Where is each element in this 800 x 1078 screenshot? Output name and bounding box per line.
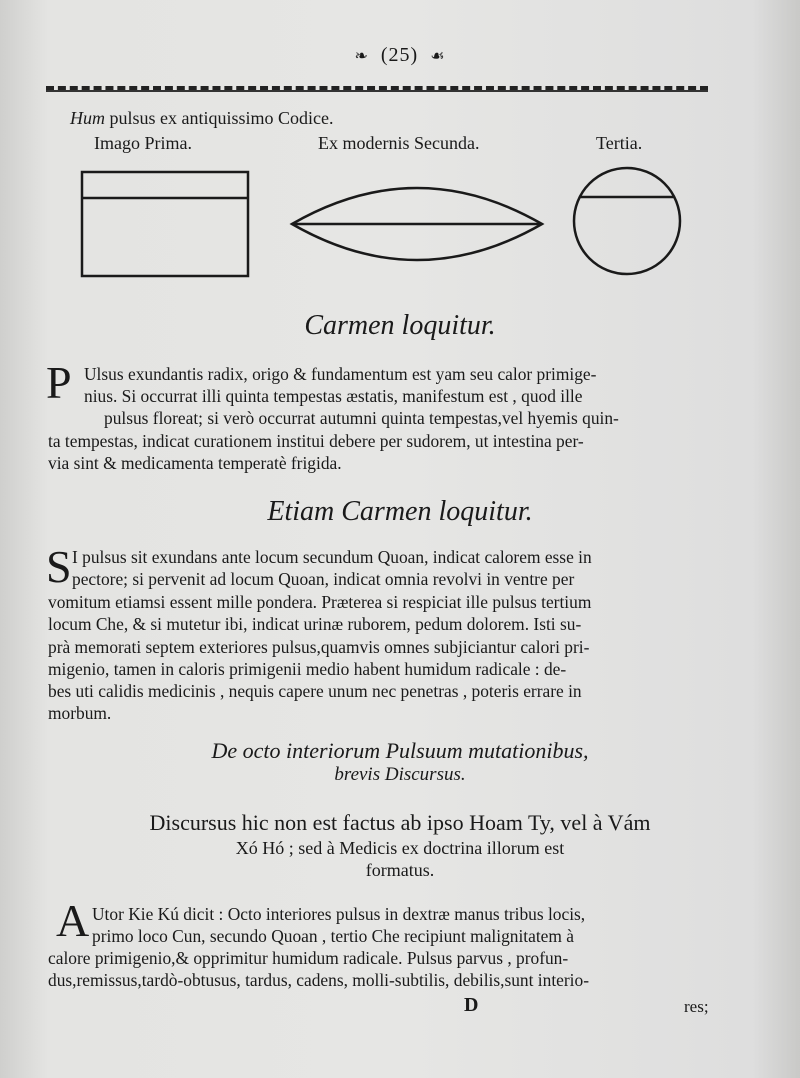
drop-cap-s: S [46,541,72,592]
text-line: locum Che, & si mutetur ibi, indicat urinæ ruborem, pedum dolorem. Isti su- [48,614,582,635]
figure-circle [568,164,686,278]
right-ornament-icon: ☙ [430,48,446,65]
section-title-etiam: Etiam Carmen loquitur. [267,496,533,527]
section-title-de-octo: De octo interiorum Pulsuum mutationibus, [211,738,589,763]
left-ornament-icon: ❧ [354,48,369,65]
paragraph-carmen [84,363,714,408]
text-line: bes uti calidis medicinis , nequis capere unum nec penetras , poteris errare in [48,681,582,702]
signature-mark: D [464,994,479,1016]
text-line: I pulsus sit exundans ante locum secundum Quoan, indicat calorem esse in [72,547,592,567]
section-subtitle-discursus: brevis Discursus. [334,764,466,785]
figure-label-1: Imago Prima. [94,133,192,153]
discursus-line-3: formatus. [365,860,435,880]
paragraph-autor [92,903,714,948]
discursus-line-1: Discursus hic non est factus ab ipso Hoam Ty, vel à Vám [149,810,651,835]
figure-label-3: Tertia. [596,133,643,153]
figure-caption [70,108,334,129]
text-line: Ulsus exundantis radix, origo & fundamentum est yam seu calor primige- [84,364,597,384]
drop-cap-a: A [56,895,90,946]
text-line: dus,remissus,tardò-obtusus, tardus, cadens, molli-subtilis, debilis,sunt interio- [48,970,589,991]
text-line: prà memorati septem exteriores pulsus,quamvis omnes subjiciantur calori pri- [48,636,590,657]
figure-label-2: Ex modernis Secunda. [318,133,480,153]
text-line: pectore; si pervenit ad locum Quoan, indicat omnia revolvi in ventre per [72,569,575,590]
text-line: via sint & medicamenta temperatè frigida. [48,453,342,474]
text-line: migenio, tamen in caloris primigenii medio habent humidum radicale : de- [48,658,567,679]
paragraph-etiam-cont [48,591,716,725]
section-title-carmen: Carmen loquitur. [304,310,496,341]
paragraph-carmen-end [48,430,716,475]
text-line: morbum. [48,703,112,724]
figure-rectangle [78,168,254,280]
page-header [0,44,800,67]
caption-rest: pulsus ex antiquissimo Codice. [105,108,334,128]
text-line: vomitum etiamsi essent mille pondera. Præterea si respiciat ille pulsus tertium [48,592,592,612]
header-rule-solid [46,90,708,92]
text-line: calore primigenio,& opprimitur humidum radicale. Pulsus parvus , profun- [48,948,569,968]
text-line: ta tempestas, indicat curationem institui debere per sudorem, ut intestina per- [48,431,584,451]
text-line: Utor Kie Kú dicit : Octo interiores pulsus in dextræ manus tribus locis, [92,904,586,924]
text-line: primo loco Cun, secundo Quoan , tertio Che recipiunt malignitatem à [92,926,574,947]
paragraph-etiam [72,546,714,591]
paragraph-autor-cont [48,947,716,992]
figure-lens [288,170,546,278]
drop-cap-p: P [46,357,72,408]
page-number: (25) [380,44,419,66]
text-line: pulsus floreat; si verò occurrat autumni quinta tempestas,vel hyemis quin- [104,408,619,428]
text-line: nius. Si occurrat illi quinta tempestas æstatis, manifestum est , quod ille [84,386,583,407]
discursus-line-2: Xó Hó ; sed à Medicis ex doctrina illorum est [235,838,565,858]
caption-lead: Hum [70,108,105,128]
catchword: res; [684,997,709,1016]
paragraph-carmen-cont [104,407,714,429]
